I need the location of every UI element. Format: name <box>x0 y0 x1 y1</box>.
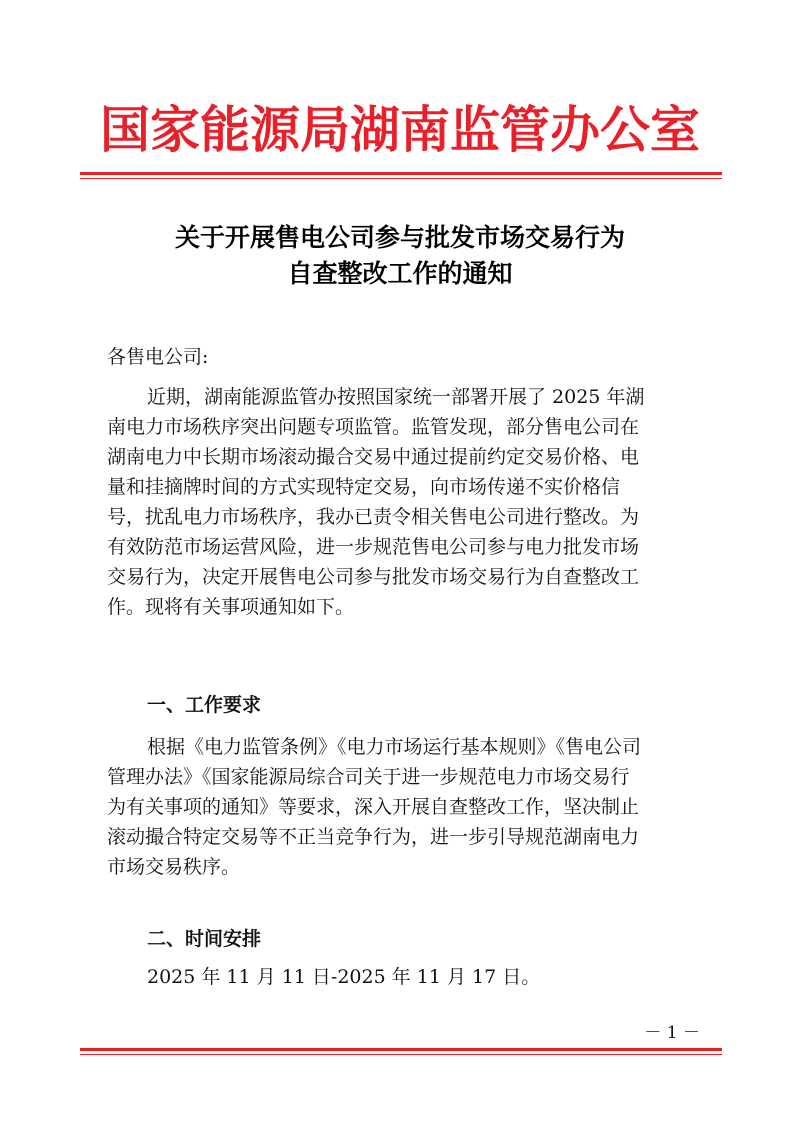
notice-title-line-1: 关于开展售电公司参与批发市场交易行为 <box>174 223 625 252</box>
paragraph-line: 湖南电力中长期市场滚动撮合交易中通过提前约定交易价格、电 <box>107 446 640 468</box>
masthead-title: 国家能源局湖南监管办公室 <box>100 100 700 159</box>
paragraph-requirements <box>107 732 693 882</box>
paragraph-line: 号，扰乱电力市场秩序，我办已责令相关售电公司进行整改。为 <box>107 506 640 528</box>
paragraph-line: 有效防范市场运营风险，进一步规范售电公司参与电力批发市场 <box>107 536 640 558</box>
paragraph-line: 作。现将有关事项通知如下。 <box>107 596 355 618</box>
footer-rule-thin <box>80 1054 722 1055</box>
section-heading-schedule: 二、时间安排 <box>147 928 262 950</box>
notice-title-line-2: 自查整改工作的通知 <box>287 259 513 288</box>
paragraph-line: 量和挂摘牌时间的方式实现特定交易，向市场传递不实价格信 <box>107 476 621 498</box>
paragraph-line: 为有关事项的通知》等要求，深入开展自查整改工作，坚决制止 <box>107 796 640 818</box>
page-number: － 1 － <box>644 1023 700 1043</box>
masthead-rule-thick <box>80 172 722 175</box>
paragraph-line: 南电力市场秩序突出问题专项监管。监管发现，部分售电公司在 <box>107 416 640 438</box>
section-heading-requirements: 一、工作要求 <box>147 694 262 716</box>
paragraph-line: 管理办法》《国家能源局综合司关于进一步规范电力市场交易行 <box>107 766 630 788</box>
paragraph-line: 根据《电力监管条例》《电力市场运行基本规则》《售电公司 <box>147 736 642 758</box>
salutation: 各售电公司: <box>107 346 209 368</box>
paragraph-line: 近期，湖南能源监管办按照国家统一部署开展了 2025 年湖 <box>147 386 645 408</box>
paragraph-intro <box>107 382 693 622</box>
paragraph-line: 市场交易秩序。 <box>107 856 241 878</box>
paragraph-line: 滚动撮合特定交易等不正当竞争行为，进一步引导规范湖南电力 <box>107 826 640 848</box>
schedule-dates: 2025 年 11 月 11 日-2025 年 11 月 17 日。 <box>147 966 541 988</box>
paragraph-line: 交易行为，决定开展售电公司参与批发市场交易行为自查整改工 <box>107 566 640 588</box>
masthead-rule-thin <box>80 178 722 179</box>
footer-rule-thick <box>80 1048 722 1051</box>
